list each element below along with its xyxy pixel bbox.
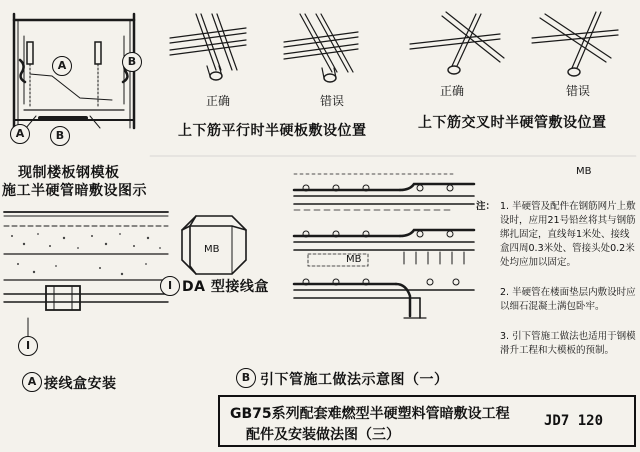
box-install-caption: 接线盒安装: [44, 376, 117, 392]
cross-wrong-label: 错误: [566, 84, 591, 98]
marker-b-top: B: [122, 52, 142, 72]
drawing-number: JD7 120: [544, 413, 604, 429]
mb-label-top: MB: [576, 166, 592, 177]
marker-a-bottom: A: [10, 124, 30, 144]
note-2: 2. 半硬管在楼面垫层内敷设时应以细石混凝土满包卧牢。: [500, 287, 636, 312]
da-box-caption: DA 型接线盒: [182, 279, 269, 295]
formwork-title-line1: 现制楼板钢模板: [18, 165, 120, 181]
parallel-wrong-label: 错误: [320, 94, 345, 108]
leadout-caption: 引下管施工做法示意图（一）: [260, 372, 449, 388]
formwork-section-drawing: [14, 14, 134, 128]
cross-correct-drawing: [410, 12, 504, 74]
formwork-title-line2: 施工半硬管暗敷设图示: [2, 183, 147, 199]
notes-heading: 注：: [476, 201, 496, 212]
marker-i-da: I: [160, 276, 180, 296]
cross-title: 上下筋交叉时半硬管敷设位置: [418, 115, 607, 131]
marker-i-slab: I: [18, 336, 38, 356]
slab-box-drawing: [4, 212, 168, 336]
cross-wrong-drawing: [532, 12, 618, 76]
parallel-correct-drawing: [170, 14, 246, 80]
title-block: [218, 395, 636, 447]
marker-a-caption: A: [22, 372, 42, 392]
mb-label-mid: MB: [346, 254, 362, 265]
mb-label-box: MB: [204, 244, 220, 255]
parallel-wrong-drawing: [284, 14, 358, 82]
title-line2: 配件及安装做法图（三）: [246, 427, 400, 443]
marker-a-top: A: [52, 56, 72, 76]
leadout-drawing: [294, 174, 474, 318]
parallel-title: 上下筋平行时半硬板敷设位置: [178, 123, 367, 139]
cross-correct-label: 正确: [440, 84, 465, 98]
marker-b-bottom: B: [50, 126, 70, 146]
marker-b-caption: B: [236, 368, 256, 388]
note-3: 3. 引下管施工做法也适用于钢模滑升工程和大模板的预制。: [500, 331, 636, 356]
title-line1: GB75系列配套难燃型半硬塑料管暗敷设工程: [230, 406, 510, 422]
note-1: 1. 半硬管及配件在钢筋网片上敷设时，应用21号铅丝将其与钢筋绑扎固定，直线每1米处、接线盒四周0.3米处、管接头处0.2米处均应加以固定。: [500, 201, 636, 268]
parallel-correct-label: 正确: [206, 94, 231, 108]
